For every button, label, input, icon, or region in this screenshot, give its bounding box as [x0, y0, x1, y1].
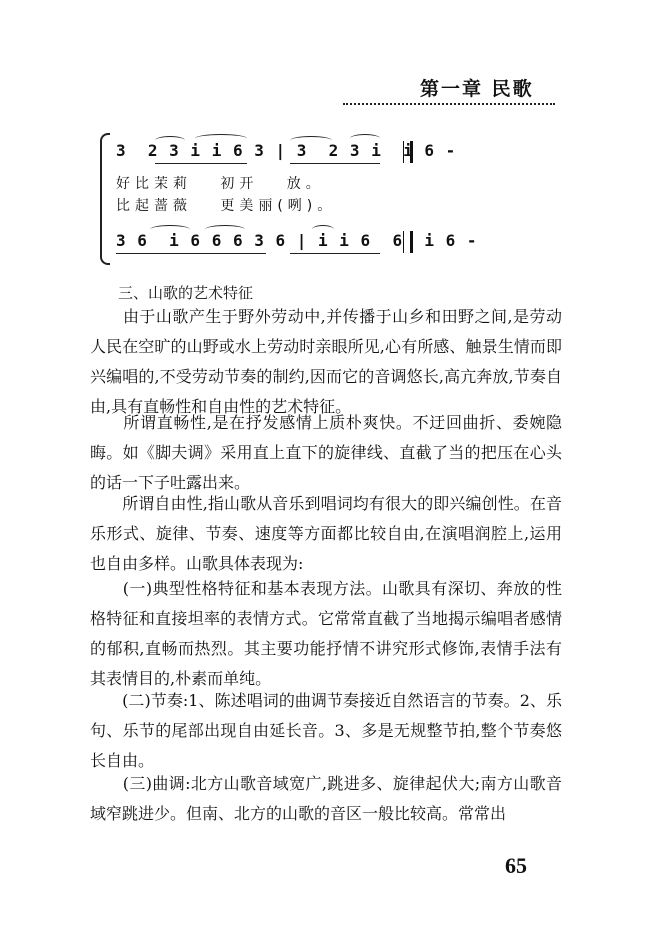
- final-barline: [403, 231, 413, 253]
- beat-underline: [290, 253, 380, 254]
- chapter-header: 第一章 民歌: [420, 78, 534, 100]
- slur-mark: [155, 136, 185, 145]
- beat-underline: [290, 163, 380, 164]
- slur-mark: [312, 225, 334, 234]
- slur-mark: [290, 136, 332, 145]
- beat-underline: [155, 163, 247, 164]
- melody-line-2: 3 6 i 6 6 6 3 6 | i i 6 6 i 6 -: [116, 231, 478, 250]
- lyric-line-1: 好比茉莉 初开 放。: [116, 176, 325, 192]
- slur-mark: [205, 225, 245, 234]
- header-dotted-rule: [343, 103, 555, 105]
- melody-line-1: 3 2 3 i i 6 3 | 3 2 3 i i 6 -: [116, 141, 457, 160]
- paragraph-character: (一)典型性格特征和基本表现方法。山歌具有深切、奔放的性格特征和直接坦率的表情方式。它常常直截了当地揭示编唱者感情的郁积,直畅而热烈。其主要功能抒情不讲究形式修饰,表情手法有其表情目的,朴素而单纯。: [90, 579, 562, 688]
- paragraph-directness: 所谓直畅性,是在抒发感情上质朴爽快。不迂回曲折、委婉隐晦。如《脚夫调》采用直上直下的旋律线、直截了当的把压在心头的话一下子吐露出来。: [90, 413, 562, 492]
- slur-mark: [350, 134, 380, 143]
- paragraph-freedom: 所谓自由性,指山歌从音乐到唱词均有很大的即兴编创性。在音乐形式、旋律、节奏、速度等方面都比较自由,在演唱润腔上,运用也自由多样。山歌具体表现为:: [90, 494, 562, 573]
- paragraph-intro: 由于山歌产生于野外劳动中,并传播于山乡和田野之间,是劳动人民在空旷的山野或水上劳动时亲眼所见,心有所感、触景生情而即兴编唱的,不受劳动节奏的制约,因而它的音调悠长,高亢奔放,节奏自由,具有直畅性和自由性的艺术特征。: [90, 307, 562, 416]
- slur-mark: [150, 225, 190, 234]
- score-brace: [100, 133, 110, 265]
- lyric-line-2: 比起蔷薇 更美丽(咧)。: [116, 198, 337, 214]
- page-number: 65: [505, 853, 527, 878]
- beat-underline: [116, 253, 266, 254]
- final-barline: [403, 141, 413, 163]
- music-score: [100, 133, 478, 261]
- section-title: 三、山歌的艺术特征: [118, 284, 254, 302]
- slur-mark: [195, 134, 247, 143]
- paragraph-rhythm: (二)节奏:1、陈述唱词的曲调节奏接近自然语言的节奏。2、乐句、乐节的尾部出现自由延长音。3、多是无规整节拍,整个节奏悠长自由。: [90, 691, 562, 770]
- paragraph-melody: (三)曲调:北方山歌音域宽广,跳进多、旋律起伏大;南方山歌音域窄跳进少。但南、北方的山歌的音区一般比较高。常常出: [90, 774, 562, 823]
